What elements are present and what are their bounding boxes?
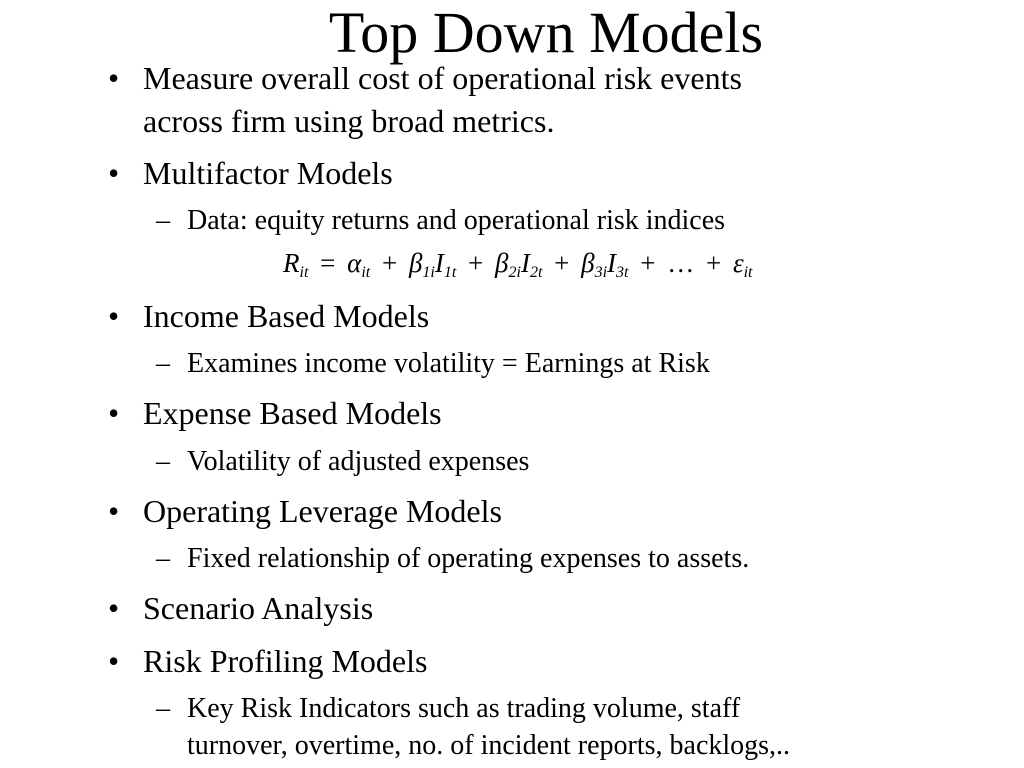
sub-bullet-dash: – [156,543,170,574]
sub-bullet-adjusted-expenses: Volatility of adjusted expenses [187,446,530,477]
formula-plus: + [381,248,398,278]
sub-bullet-fixed-relationship: Fixed relationship of operating expenses to assets. [187,543,750,574]
formula-epsilon: ε [732,248,744,278]
bullet-multifactor-models: Multifactor Models [143,155,393,191]
formula-plus: + [705,248,722,278]
bullet-marker: • [108,60,120,96]
slide-title: Top Down Models [328,0,764,65]
formula-sub: 2i [508,264,521,281]
formula-sub: it [361,264,371,281]
formula-ellipsis: … [667,248,695,278]
formula-sub: it [299,264,309,281]
formula-sub: 1t [443,264,457,281]
formula-i: I [520,248,530,278]
formula-plus: + [640,248,656,278]
sub-bullet-key-risk-indicators-line2: turnover, overtime, no. of incident reports, backlogs,.. [187,730,791,761]
bullet-scenario-analysis: Scenario Analysis [143,590,374,626]
bullet-risk-profiling-models: Risk Profiling Models [143,643,428,679]
bullet-marker: • [108,493,120,529]
bullet-expense-based-models: Expense Based Models [143,395,442,431]
sub-bullet-key-risk-indicators-line1: Key Risk Indicators such as trading volume, staff [187,693,741,724]
sub-bullet-dash: – [156,446,170,477]
sub-bullet-dash: – [156,348,170,379]
formula-alpha: α [347,248,362,278]
bullet-marker: • [108,643,120,679]
sub-bullet-data: Data: equity returns and operational risk indices [187,205,726,236]
bullet-marker: • [108,590,120,626]
sub-bullet-dash: – [156,693,170,724]
formula-i: I [607,248,617,278]
sub-bullet-income-volatility: Examines income volatility = Earnings at Risk [187,348,710,379]
sub-bullet-dash: – [156,205,170,236]
multifactor-formula [283,245,752,281]
formula-sub: 3t [616,264,629,281]
bullet-income-based-models: Income Based Models [143,298,430,334]
formula-beta: β [495,248,509,278]
formula-sub: it [743,264,753,281]
formula-plus: + [468,248,484,278]
formula-beta: β [408,248,423,278]
formula-equals: = [320,248,336,278]
bullet-measure-line2: across firm using broad metrics. [143,103,555,139]
bullet-operating-leverage-models: Operating Leverage Models [143,493,502,529]
formula-i: I [434,248,444,278]
formula-sub: 1i [422,264,435,281]
formula-plus: + [554,248,570,278]
bullet-marker: • [108,298,120,334]
formula-r: R [283,248,300,278]
bullet-marker: • [108,155,120,191]
formula-sub: 2t [529,264,543,281]
bullet-marker: • [108,395,120,431]
formula-sub: 3i [594,264,608,281]
formula-beta: β [581,248,595,278]
bullet-measure-line1: Measure overall cost of operational risk events [143,60,742,96]
